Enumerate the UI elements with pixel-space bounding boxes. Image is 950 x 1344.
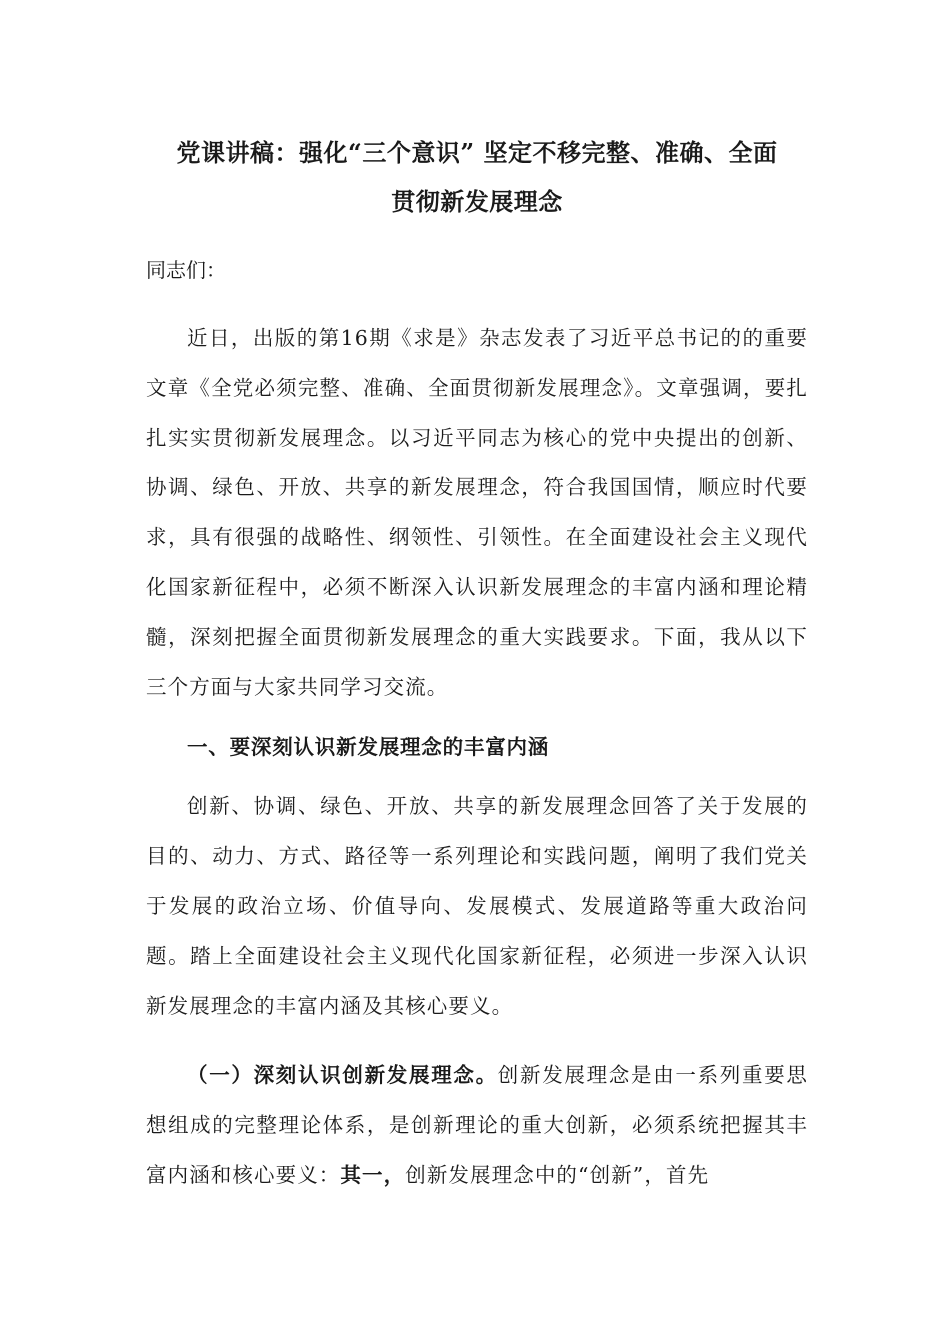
subsection-1-text-a: 创新发展理念是由一系列重要思想组成的完整理论体系，是创新理论的重大创新，必须系统把握其丰富内涵和核心要义： (146, 1063, 808, 1187)
document-title (146, 128, 808, 226)
intro-paragraph: 近日，出版的第16期《求是》杂志发表了习近平总书记的的重要文章《全党必须完整、准确、全面贯彻新发展理念》。文章强调，要扎扎实实贯彻新发展理念。以习近平同志为核心的党中央提出的创新、协调、绿色、开放、共享的新发展理念，符合我国国情，顺应时代要求，具有很强的战略性、纲领性、引领性。在全面建设社会主义现代化国家新征程中，必须不断深入认识新发展理念的丰富内涵和理论精髓，深刻把握全面贯彻新发展理念的重大实践要求。下面，我从以下三个方面与大家共同学习交流。 (146, 326, 808, 699)
subsection-1-lead: （一）深刻认识创新发展理念。 (187, 1063, 498, 1088)
title-line-1: 党课讲稿：强化“三个意识” 坚定不移完整、准确、全面 (176, 138, 778, 167)
subsection-1-lead-2: 其一， (340, 1162, 406, 1187)
subsection-1-paragraph (146, 1051, 808, 1200)
subsection-1-text-b: 创新发展理念中的“创新”，首先 (405, 1162, 710, 1187)
title-line-2: 贯彻新发展理念 (391, 187, 563, 216)
section-1-paragraph: 创新、协调、绿色、开放、共享的新发展理念回答了关于发展的目的、动力、方式、路径等一系列理论和实践问题，阐明了我们党关于发展的政治立场、价值导向、发展模式、发展道路等重大政治问题。踏上全面建设社会主义现代化国家新征程，必须进一步深入认识新发展理念的丰富内涵及其核心要义。 (146, 794, 808, 1018)
section-heading-1: 一、要深刻认识新发展理念的丰富内涵 (187, 735, 550, 760)
document-body (146, 128, 808, 1201)
salutation: 同志们： (146, 258, 226, 282)
